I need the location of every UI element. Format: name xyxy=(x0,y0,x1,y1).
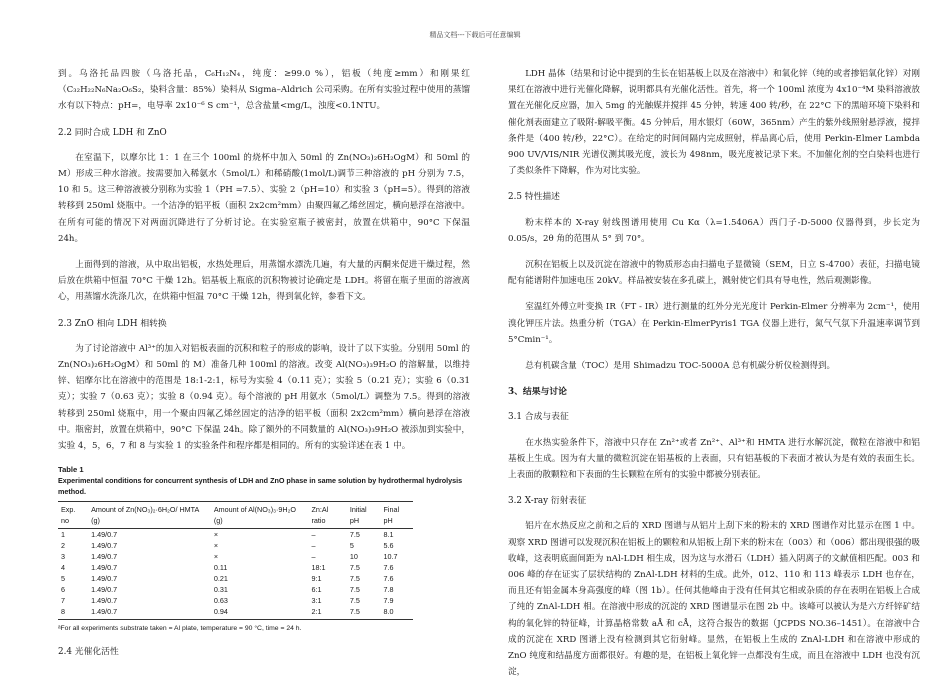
table-cell: × xyxy=(213,530,219,540)
toc-paragraph: 总有机碳含量（TOC）是用 Shimadzu TOC-5000A 总有机碳分析仪检测得到。 xyxy=(525,361,836,372)
table-cell: 1.49/0.7 xyxy=(91,552,118,562)
table-cell: 0.31 xyxy=(213,585,228,595)
table-cell: 2:1 xyxy=(309,606,347,620)
drying-paragraph: 上面得到的溶液，从中取出铝板，水热处理后，用蒸馏水漂洗几遍，有大量的丙酮来促进干燥过程，然后放在烘箱中恒温 70°C 干燥 12h。铝基板上瓶底的沉积物被讨论确定是 LDH。将留在瓶子里面的溶液离心，用蒸馏水洗涤几次，在烘箱中恒温 70°C 干燥 12h，得到氧化锌，参看下文。 xyxy=(58,260,470,303)
synthesis-results-paragraph: 在水热实验条件下，溶液中只存在 Zn²⁺或者 Zn²⁺、Al³⁺和 HMTA 进行水解沉淀，微粒在溶液中和铝基板上生成。因为有大量的微粒沉淀在铝基板的上表面，只有铝基板的下表面才被认为是有效的表面生长。上表面的散颗粒和下表面的生长颗粒在所有的实验中都被分别表征。 xyxy=(508,437,920,481)
table-1 xyxy=(58,464,470,634)
table-cell: 7.5 xyxy=(349,574,360,584)
table-cell: 18:1 xyxy=(311,563,326,573)
table-cell: 7.5 xyxy=(349,530,360,540)
table-cell: 0.21 xyxy=(213,574,228,584)
table-cell: 7.5 xyxy=(347,606,381,620)
table-cell: 9:1 xyxy=(311,574,322,584)
section-2-2-heading: 2.2 同时合成 LDH 和 ZnO xyxy=(58,127,167,138)
table-cell: 6 xyxy=(61,585,65,595)
table-header-cell: Final pH xyxy=(381,502,414,529)
table-row xyxy=(58,573,413,584)
photocatalysis-paragraph: LDH 晶体（结果和讨论中提到的生长在铝基板上以及在溶液中）和氧化锌（纯的或者掺铝氧化锌）对刚果红在溶液中进行光催化降解，说明都具有光催化活性。首先，将一个 100ml 浓度为 4x10⁻⁴M 染料溶液放置在光催化反应器，加入 5mg 的光触媒并搅拌 45 分钟，转速 400 转/秒，在 22°C 下的黑暗环境下染料和催化剂表面建立了吸附-解吸平衡。45 分钟后，用水银灯（60W，365nm）产生的紫外线照射悬浮液，搅拌条件是（400 转/秒，22°C）。在给定的时间间隔内完成照射，样品离心后，使用 Perkin-Elmer Lambda 900 UV/VIS/NIR 光谱仪测其吸光度，波长为 498nm，吸光度被记录下来。不加催化剂的空白染料也进行了类似条件下降解，作为对比实验。 xyxy=(508,69,920,177)
table-cell: 3 xyxy=(61,552,65,562)
table-row xyxy=(58,540,413,551)
table-cell: 7 xyxy=(61,596,65,606)
synthesis-paragraph: 在室温下，以摩尔比 1：1 在三个 100ml 的烧杯中加入 50ml 的 Zn(NO₃)₂6H₂OgM）和 50ml 的 M）形成三种水溶液。按需要加入稀氨水（5mol/L）和稀硝酸(1mol/L)调节三种溶液的 pH 分别为 7.5，10 和 5。这三种溶液被分别称为实验 1（PH =7.5）、实验 2（pH=10）和实验 3（pH=5）。得到的溶液转移到 250ml 烧瓶中。一个洁净的铝平板（面积 2x2cm²mm）由聚四氟乙烯丝固定，横向悬浮在溶液中。在所有可能的情况下对两面沉降进行了分析讨论。在实验室瓶子被密封，放置在烘箱中，90°C 下保温 24h。 xyxy=(58,152,470,244)
table-cell: 7.6 xyxy=(383,574,394,584)
section-2-4-heading: 2.4 光催化活性 xyxy=(58,647,119,658)
section-2-5-heading: 2.5 特性描述 xyxy=(508,192,560,203)
table-row xyxy=(58,606,413,620)
table-caption: Experimental conditions for concurrent synthesis of LDH and ZnO phase in same solution by hydrothermal hydrolysis method. xyxy=(58,476,463,497)
table-cell: 7.8 xyxy=(383,585,394,595)
left-column xyxy=(58,66,470,669)
materials-paragraph: 到。乌洛托品四胺（乌洛托品，C₆H₁₂N₄，纯度：≥99.0 %），铝板（纯度≥mm）和刚果红（C₃₂H₂₂N₆Na₂O₆S₂，染料含量：85%）染料从 Sigma–Aldrich 公司采购。在所有实验过程中使用的蒸馏水有以下特点：pH=，电导率 2x10⁻⁶ S cm⁻¹，总含盐量<mg/L，浊度<0.1NTU。 xyxy=(58,69,470,112)
phase-conversion-paragraph: 为了讨论溶液中 Al³⁺的加入对铝板表面的沉积和粒子的形成的影响，设计了以下实验。分别用 50ml 的 Zn(NO₃)₂6H₂OgM）和 50ml 的 M）准备几种 100ml 的溶液。改变 Al(NO₃)₃9H₂O 的溶解量，以维持锌、铝摩尔比在溶液中的范围是 18:1-2:1，标号为实验 4（0.11 克）；实验 5（0.21 克）；实验 6（0.31 克）；实验 7（0.63 克）；实验 8（0.94 克）。每个溶液的 pH 用氨水（5mol/L）调整为 7.5。得到的溶液转移到 250ml 烧瓶中，用一个聚由四氟乙烯丝固定的洁净的铝平板（面积 2x2cm²mm）横向悬浮在溶液中。瓶密封，放置在烘箱中，90°C 下保温 24h。除了额外的不同数量的 Al(NO₃)₃9H₂O 被添加到实验中，实验 4，5，6，7 和 8 与实验 1 的实验条件和程序都是相同的。所有的实验详述在表 1 中。 xyxy=(58,343,470,452)
table-cell: 1.49/0.7 xyxy=(91,563,118,573)
table-row xyxy=(58,551,413,562)
table-cell: 0.11 xyxy=(213,563,228,573)
table-cell: 4 xyxy=(61,563,65,573)
table-row xyxy=(58,595,413,606)
table-cell: 8.1 xyxy=(383,530,394,540)
table-cell: × xyxy=(213,552,219,562)
table-1-grid xyxy=(58,501,413,620)
sem-paragraph: 沉积在铝板上以及沉淀在溶液中的物质形态由扫描电子显微镜（SEM，日立 S-4700）表征，扫描电镜配有能谱附件加速电压 20kV。样品被安装在多孔碳上，溅射使它们具有导电性，然后观测影像。 xyxy=(508,260,920,287)
table-cell: 7.9 xyxy=(383,596,394,606)
table-header-cell: Amount of Al(NO₃)₃·9H₂O (g) xyxy=(211,502,309,529)
table-cell: 2 xyxy=(61,541,65,551)
table-cell: 1.49/0.7 xyxy=(91,541,118,551)
table-cell: 3:1 xyxy=(311,596,322,606)
section-3-1-heading: 3.1 合成与表征 xyxy=(508,412,569,423)
table-cell: 1.49/0.7 xyxy=(91,585,118,595)
table-cell: 1 xyxy=(61,530,65,540)
table-row xyxy=(58,562,413,573)
table-header-cell: Amount of Zn(NO₃)₂·6H₂O/ HMTA (g) xyxy=(88,502,211,529)
table-cell: 6:1 xyxy=(311,585,322,595)
table-cell: 0.94 xyxy=(211,606,309,620)
table-cell: 7.6 xyxy=(383,563,394,573)
table-title: Table 1 xyxy=(58,465,84,475)
xrd-method-paragraph: 粉末样本的 X-ray 射线图谱用使用 Cu Kα（λ=1.5406A）西门子-D-5000 仪器得到，步长定为 0.05/s，2θ 角的范围从 5° 到 70°。 xyxy=(508,217,920,244)
table-cell: – xyxy=(311,530,316,540)
right-column xyxy=(508,66,920,691)
table-cell: 5 xyxy=(61,574,65,584)
table-cell: 7.5 xyxy=(349,596,360,606)
table-cell: 1.49/0.7 xyxy=(91,530,118,540)
table-cell: 1.49/0.7 xyxy=(88,606,211,620)
section-3-heading: 3、结果与讨论 xyxy=(508,387,567,398)
table-cell: 8 xyxy=(58,606,88,620)
table-cell: 8.0 xyxy=(381,606,414,620)
ftir-tga-paragraph: 室温红外傅立叶变换 IR（FT - IR）进行测量的红外分光光度计 Perkin-Elmer 分辨率为 2cm⁻¹，使用溴化钾压片法。热重分析（TGA）在 Perkin-ElmerPyris1 TGA 仪器上进行，氮气气氛下升温速率调节到 5°Cmin⁻¹。 xyxy=(508,302,920,345)
xrd-results-paragraph: 铝片在水热反应之前和之后的 XRD 图谱与从铝片上刮下来的粉末的 XRD 图谱作对比显示在图 1 中。观察 XRD 图谱可以发现沉积在铝板上的颗粒和从铝板上刮下来的粉末在（003）和（006）都出现很强的吸收峰，这表明底面间距为 nAl-LDH 相生成，因为这与水滑石（LDH）插入阴离子的文献值相匹配。003 和 006 峰的存在证实了层状结构的 ZnAl-LDH 材料的生成。此外，012、110 和 113 峰表示 LDH 也存在，而且还有铝金属本身高强度的峰（图 1b）。任何其他峰由于没有任何其它相或杂质的存在表明在铝板上合成了纯的 ZnAl-LDH 相。在溶液中形成的沉淀的 XRD 图谱显示在图 2b 中。该峰可以被认为是六方纤锌矿结构的氧化锌的特征峰，计算晶格常数 aÅ 和 cÅ，这符合报告的数据（JCPDS NO.36–1451）。在溶液中合成的沉淀在 XRD 图谱上没有检测到其它衍射峰。显然，在铝板上生成的 ZnAl-LDH 和在溶液中形成的 ZnO 纯度和结晶度方面都很好。有趣的是，在铝板上氧化锌一点都没有生成，而且在溶液中 LDH 也没有沉淀， xyxy=(508,521,920,678)
table-row xyxy=(58,584,413,595)
table-cell: 10 xyxy=(349,552,358,562)
table-row xyxy=(58,529,413,541)
section-2-3-heading: 2.3 ZnO 相向 LDH 相转换 xyxy=(58,318,167,329)
table-cell: 7.5 xyxy=(349,585,360,595)
table-cell: × xyxy=(213,541,219,551)
table-cell: – xyxy=(311,541,316,551)
table-cell: 1.49/0.7 xyxy=(91,596,118,606)
section-3-2-heading: 3.2 X-ray 衍射表征 xyxy=(508,496,587,507)
table-cell: 5 xyxy=(349,541,354,551)
table-cell: 7.5 xyxy=(349,563,360,573)
table-footnote: ᵃFor all experiments substrate taken = Al plate, temperature = 90 °C, time = 24 h. xyxy=(58,625,302,633)
table-header-cell: Initial pH xyxy=(347,502,381,529)
table-header-row xyxy=(58,502,413,529)
table-cell: 0.63 xyxy=(213,596,228,606)
table-cell: 10.7 xyxy=(383,552,398,562)
table-header-cell: Exp. no xyxy=(58,502,88,529)
table-cell: 5.6 xyxy=(383,541,394,551)
header-note: 精品文档---下载后可任意编辑 xyxy=(429,31,521,39)
table-cell: 1.49/0.7 xyxy=(91,574,118,584)
table-cell: – xyxy=(311,552,316,562)
table-header-cell: Zn:Al ratio xyxy=(309,502,347,529)
